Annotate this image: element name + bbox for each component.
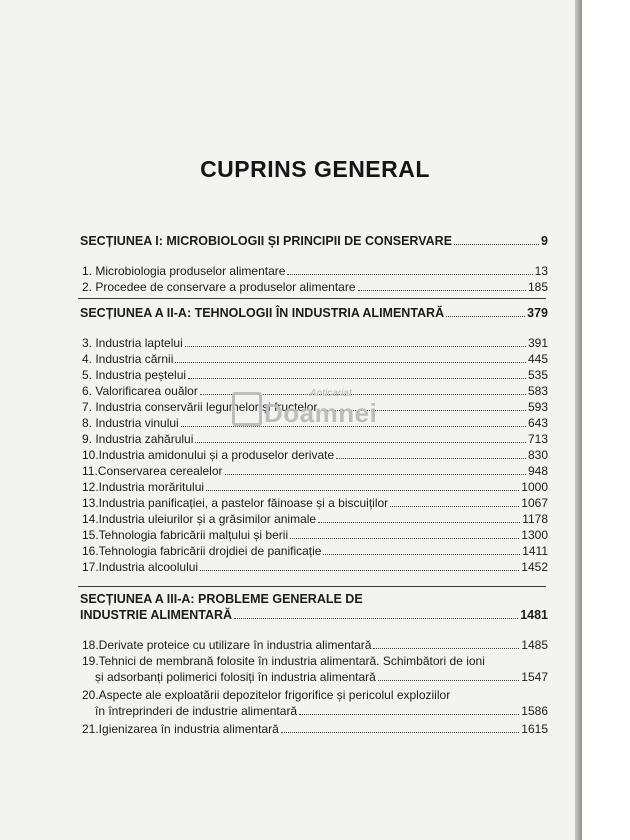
toc-entry [82,366,548,382]
dot-leader [287,274,532,275]
section-1-heading [80,232,548,248]
toc-entry [82,446,548,462]
toc-entry [82,526,548,542]
toc-entry [82,720,548,736]
dot-leader [446,316,525,317]
toc-entry-label: 21.Igienizarea în industria alimentară [82,722,279,736]
section-2-title: SECȚIUNEA A II-A: TEHNOLOGII ÎN INDUSTRIA ALIMENTARĂ [80,306,445,320]
dot-leader [373,648,519,649]
toc-entry [82,668,548,684]
toc-entry [82,478,548,494]
toc-entry-label: 6. Valorificarea ouălor [82,384,198,398]
toc-entry-page: 1300 [521,528,548,542]
section-1-page: 9 [541,234,548,248]
dot-leader [206,490,519,491]
dot-leader [225,474,526,475]
background-margin [582,0,630,840]
toc-entry-label: 7. Industria conservării legumelor și fructelor [82,400,318,414]
toc-entry-page: 1067 [521,496,548,510]
toc-entry [82,510,548,526]
toc-entry-page: 1411 [522,544,548,558]
section-3-title-line1: SECȚIUNEA A III-A: PROBLEME GENERALE DE [80,592,363,606]
toc-entry-label: 3. Industria laptelui [82,336,183,350]
toc-entry [82,334,548,350]
watermark-frame-icon [232,392,262,426]
section-1-title: SECȚIUNEA I: MICROBIOLOGII ȘI PRINCIPII DE CONSERVARE [80,234,453,248]
dot-leader [175,362,526,363]
dot-leader [281,732,520,733]
section-2-heading [80,304,548,320]
toc-entry [82,278,548,294]
dot-leader [336,458,526,459]
toc-entry-label: 5. Industria peștelui [82,368,187,382]
toc-entry-label: 17.Industria alcoolului [82,560,199,574]
toc-entry [82,494,548,510]
toc-entry-label: 15.Tehnologia fabricării malțului și berii [82,528,289,542]
toc-entry-label: 4. Industria cărnii [82,352,174,366]
toc-entry-label: 13.Industria panificației, a pastelor făinoase și a biscuiților [82,496,389,510]
toc-entry-label-line1: 20.Aspecte ale exploatării depozitelor frigorifice și pericolul exploziilor [82,688,451,702]
watermark-small-text: Anticariat [310,388,352,399]
toc-entry-page: 13 [534,264,548,278]
dot-leader [318,522,520,523]
toc-entry-page: 830 [527,448,548,462]
toc-entry-page: 185 [527,280,548,294]
section-3-title-line2: INDUSTRIE ALIMENTARĂ [80,608,233,622]
dot-leader [323,554,520,555]
dot-leader [290,538,519,539]
dot-leader [390,506,519,507]
dot-leader [454,244,539,245]
toc-entry-page: 1000 [521,480,548,494]
dot-leader [195,442,526,443]
dot-leader [358,290,526,291]
toc-entry [82,262,548,278]
dot-leader [188,378,526,379]
toc-entry-label: 1. Microbiologia produselor alimentare [82,264,286,278]
dot-leader [185,346,526,347]
toc-entry-label: 18.Derivate proteice cu utilizare în industria alimentară [82,638,372,652]
toc-entry-label: 12.Industria morăritului [82,480,205,494]
toc-entry-page: 643 [527,416,548,430]
section-2-page: 379 [527,306,548,320]
section-3-heading [80,606,548,622]
toc-entry-page: 1452 [521,560,548,574]
dot-leader [200,570,519,571]
toc-entry [82,702,548,718]
toc-entry-label-line1: 19.Tehnici de membrană folosite în industria alimentară. Schimbători de ioni [82,654,485,668]
toc-entry-page: 1547 [521,670,548,684]
toc-entry-label-line2: în întreprinderi de industrie alimentară [95,704,298,718]
toc-entry [82,350,548,366]
page-binding-shadow [575,0,582,840]
watermark-big-text: Doamnei [264,398,378,428]
toc-entry-page: 1586 [521,704,548,718]
toc-entry-page: 583 [527,384,548,398]
toc-entry-label: 8. Industria vinului [82,416,179,430]
toc-entry-label: 9. Industria zahărului [82,432,194,446]
toc-entry-page: 713 [527,432,548,446]
page-title: CUPRINS GENERAL [200,156,430,182]
toc-entry-label-line2: și adsorbanți polimerici folosiți în industria alimentară [95,670,376,684]
toc-entry-label: 10.Industria amidonului și a produselor derivate [82,448,335,462]
toc-entry-page: 445 [527,352,548,366]
dot-leader [234,618,518,619]
toc-entry-page: 535 [527,368,548,382]
toc-entry-page: 1615 [521,722,548,736]
dot-leader [299,714,519,715]
section-divider [78,586,546,587]
toc-entry-page: 593 [527,400,548,414]
toc-entry-label: 11.Conservarea cerealelor [82,464,223,478]
section-3-page: 1481 [520,608,548,622]
toc-entry [82,558,548,574]
toc-entry-label: 16.Tehnologia fabricării drojdiei de panificație [82,544,322,558]
watermark-logo [232,386,392,436]
dot-leader [378,680,520,681]
toc-entry-page: 1178 [522,512,548,526]
toc-entry [82,542,548,558]
toc-entry-label: 14.Industria uleiurilor și a grăsimilor animale [82,512,317,526]
toc-entry-label: 2. Procedee de conservare a produselor alimentare [82,280,356,294]
toc-entry-page: 391 [527,336,548,350]
toc-entry-page: 948 [527,464,548,478]
toc-entry [82,462,548,478]
toc-entry-page: 1485 [521,638,548,652]
toc-entry [82,636,548,652]
section-divider [78,298,546,299]
